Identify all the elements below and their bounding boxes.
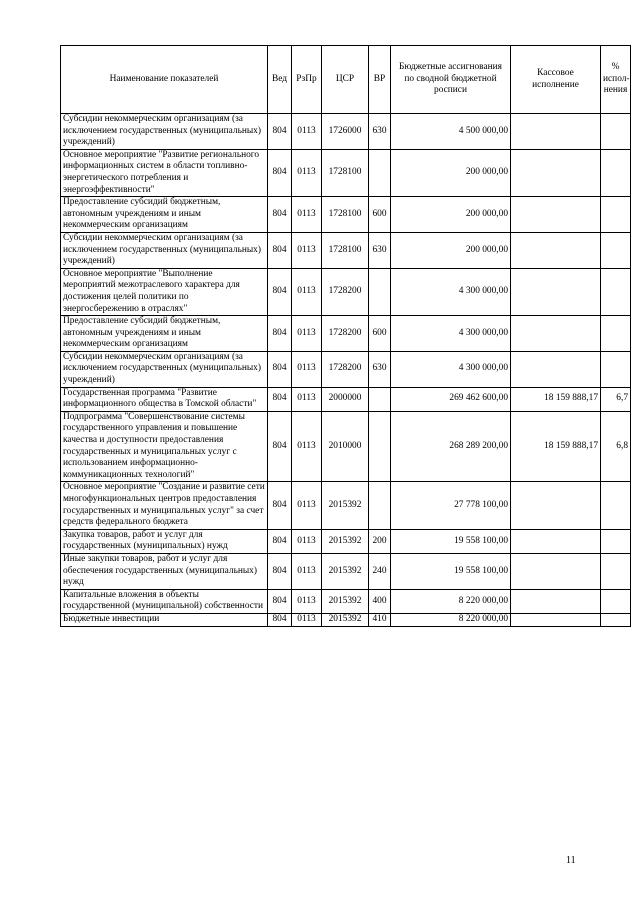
- cell-pct: [601, 613, 631, 626]
- cell-rzpr: 0113: [292, 114, 322, 150]
- table-row: [61, 197, 631, 233]
- cell-vr: 240: [369, 553, 391, 589]
- cell-rzpr: 0113: [292, 351, 322, 387]
- header-vr: ВР: [369, 46, 391, 114]
- cell-csr: 2015392: [322, 613, 369, 626]
- cell-kassa: [511, 232, 601, 268]
- cell-csr: 2010000: [322, 411, 369, 482]
- header-rzpr: РзПр: [292, 46, 322, 114]
- cell-ved: 804: [268, 351, 292, 387]
- cell-name: Основное мероприятие "Выполнение мероприятий межотраслевого характера для достижения целей политики по энергосбережению в отраслях": [61, 268, 268, 315]
- table-row: [61, 268, 631, 315]
- cell-name: Субсидии некоммерческим организациям (за исключением государственных (муниципальных) учреждений): [61, 232, 268, 268]
- cell-ved: 804: [268, 553, 292, 589]
- cell-rzpr: 0113: [292, 149, 322, 196]
- cell-pct: [601, 529, 631, 553]
- cell-name: Основное мероприятие "Создание и развитие сети многофункциональных центров предоставления государственных и муниципальных услуг" за счет средств федерального бюджета: [61, 482, 268, 529]
- cell-ved: 804: [268, 149, 292, 196]
- cell-ved: 804: [268, 613, 292, 626]
- header-kassa: Кассовое исполнение: [511, 46, 601, 114]
- cell-vr: [369, 149, 391, 196]
- cell-rzpr: 0113: [292, 589, 322, 613]
- cell-budget: 27 778 100,00: [391, 482, 511, 529]
- cell-pct: [601, 351, 631, 387]
- cell-budget: 19 558 100,00: [391, 553, 511, 589]
- cell-name: Субсидии некоммерческим организациям (за исключением государственных (муниципальных) учреждений): [61, 351, 268, 387]
- table-row: [61, 613, 631, 626]
- cell-kassa: [511, 316, 601, 352]
- cell-budget: 4 300 000,00: [391, 351, 511, 387]
- cell-ved: 804: [268, 411, 292, 482]
- cell-vr: 200: [369, 529, 391, 553]
- cell-name: Государственная программа "Развитие информационного общества в Томской области": [61, 387, 268, 411]
- cell-budget: 200 000,00: [391, 197, 511, 233]
- cell-budget: 19 558 100,00: [391, 529, 511, 553]
- cell-csr: 1728100: [322, 149, 369, 196]
- cell-vr: [369, 482, 391, 529]
- cell-name: Подпрограмма "Совершенствование системы государственного управления и повышение качества и доступности предоставления государственных и муниципальных услуг с использованием информационно-коммуникационных технологий": [61, 411, 268, 482]
- cell-name: Предоставление субсидий бюджетным, автономным учреждениям и иным некоммерческим организациям: [61, 316, 268, 352]
- cell-ved: 804: [268, 529, 292, 553]
- table-row: [61, 316, 631, 352]
- cell-pct: 6,7: [601, 387, 631, 411]
- cell-budget: 200 000,00: [391, 149, 511, 196]
- cell-ved: 804: [268, 387, 292, 411]
- cell-kassa: [511, 529, 601, 553]
- cell-kassa: [511, 482, 601, 529]
- header-name: Наименование показателей: [61, 46, 268, 114]
- cell-pct: [601, 482, 631, 529]
- cell-kassa: [511, 149, 601, 196]
- cell-kassa: [511, 351, 601, 387]
- cell-csr: 1728100: [322, 232, 369, 268]
- cell-ved: 804: [268, 197, 292, 233]
- cell-pct: [601, 114, 631, 150]
- cell-pct: [601, 316, 631, 352]
- cell-ved: 804: [268, 482, 292, 529]
- cell-ved: 804: [268, 114, 292, 150]
- cell-kassa: [511, 613, 601, 626]
- cell-budget: 4 500 000,00: [391, 114, 511, 150]
- cell-budget: 200 000,00: [391, 232, 511, 268]
- page-number: 11: [566, 855, 576, 866]
- cell-ved: 804: [268, 232, 292, 268]
- cell-budget: 4 300 000,00: [391, 316, 511, 352]
- cell-csr: 1728200: [322, 316, 369, 352]
- cell-name: Субсидии некоммерческим организациям (за исключением государственных (муниципальных) учреждений): [61, 114, 268, 150]
- cell-pct: [601, 232, 631, 268]
- cell-vr: [369, 411, 391, 482]
- cell-csr: 2015392: [322, 529, 369, 553]
- table-row: [61, 553, 631, 589]
- cell-name: Иные закупки товаров, работ и услуг для обеспечения государственных (муниципальных) нужд: [61, 553, 268, 589]
- cell-kassa: [511, 553, 601, 589]
- cell-name: Капитальные вложения в объекты государственной (муниципальной) собственности: [61, 589, 268, 613]
- cell-name: Бюджетные инвестиции: [61, 613, 268, 626]
- table-row: [61, 387, 631, 411]
- cell-vr: 400: [369, 589, 391, 613]
- cell-budget: 8 220 000,00: [391, 613, 511, 626]
- cell-vr: 630: [369, 351, 391, 387]
- cell-csr: 1728200: [322, 351, 369, 387]
- table-header-row: [61, 46, 631, 114]
- cell-kassa: [511, 268, 601, 315]
- cell-vr: [369, 268, 391, 315]
- cell-vr: 410: [369, 613, 391, 626]
- cell-pct: 6,8: [601, 411, 631, 482]
- cell-pct: [601, 268, 631, 315]
- cell-csr: 1728100: [322, 197, 369, 233]
- cell-name: Основное мероприятие "Развитие регионального информационных систем в области топливно-энергетического потребления и энергоэффективности": [61, 149, 268, 196]
- table-row: [61, 232, 631, 268]
- table-row: [61, 589, 631, 613]
- table-row: [61, 482, 631, 529]
- cell-csr: 2015392: [322, 589, 369, 613]
- header-csr: ЦСР: [322, 46, 369, 114]
- cell-pct: [601, 149, 631, 196]
- cell-csr: 2000000: [322, 387, 369, 411]
- cell-rzpr: 0113: [292, 316, 322, 352]
- cell-kassa: [511, 589, 601, 613]
- cell-csr: 2015392: [322, 482, 369, 529]
- cell-kassa: 18 159 888,17: [511, 387, 601, 411]
- cell-rzpr: 0113: [292, 482, 322, 529]
- cell-vr: 630: [369, 232, 391, 268]
- cell-budget: 4 300 000,00: [391, 268, 511, 315]
- cell-csr: 1726000: [322, 114, 369, 150]
- cell-rzpr: 0113: [292, 268, 322, 315]
- table-row: [61, 351, 631, 387]
- cell-vr: 630: [369, 114, 391, 150]
- cell-kassa: [511, 197, 601, 233]
- cell-ved: 804: [268, 589, 292, 613]
- cell-budget: 8 220 000,00: [391, 589, 511, 613]
- cell-rzpr: 0113: [292, 411, 322, 482]
- cell-rzpr: 0113: [292, 529, 322, 553]
- cell-rzpr: 0113: [292, 232, 322, 268]
- table-row: [61, 411, 631, 482]
- cell-vr: [369, 387, 391, 411]
- cell-pct: [601, 197, 631, 233]
- cell-budget: 268 289 200,00: [391, 411, 511, 482]
- cell-pct: [601, 553, 631, 589]
- table-row: [61, 529, 631, 553]
- cell-rzpr: 0113: [292, 613, 322, 626]
- cell-budget: 269 462 600,00: [391, 387, 511, 411]
- table-row: [61, 149, 631, 196]
- cell-kassa: [511, 114, 601, 150]
- cell-rzpr: 0113: [292, 387, 322, 411]
- table-row: [61, 114, 631, 150]
- header-ved: Вед: [268, 46, 292, 114]
- cell-vr: 600: [369, 316, 391, 352]
- cell-csr: 1728200: [322, 268, 369, 315]
- cell-name: Закупка товаров, работ и услуг для государственных (муниципальных) нужд: [61, 529, 268, 553]
- budget-execution-table: [60, 45, 631, 627]
- cell-ved: 804: [268, 316, 292, 352]
- cell-rzpr: 0113: [292, 197, 322, 233]
- header-budget: Бюджетные ассигнования по сводной бюджетной росписи: [391, 46, 511, 114]
- cell-rzpr: 0113: [292, 553, 322, 589]
- cell-kassa: 18 159 888,17: [511, 411, 601, 482]
- cell-pct: [601, 589, 631, 613]
- cell-csr: 2015392: [322, 553, 369, 589]
- cell-vr: 600: [369, 197, 391, 233]
- header-pct: % испол-нения: [601, 46, 631, 114]
- cell-ved: 804: [268, 268, 292, 315]
- cell-name: Предоставление субсидий бюджетным, автономным учреждениям и иным некоммерческим организациям: [61, 197, 268, 233]
